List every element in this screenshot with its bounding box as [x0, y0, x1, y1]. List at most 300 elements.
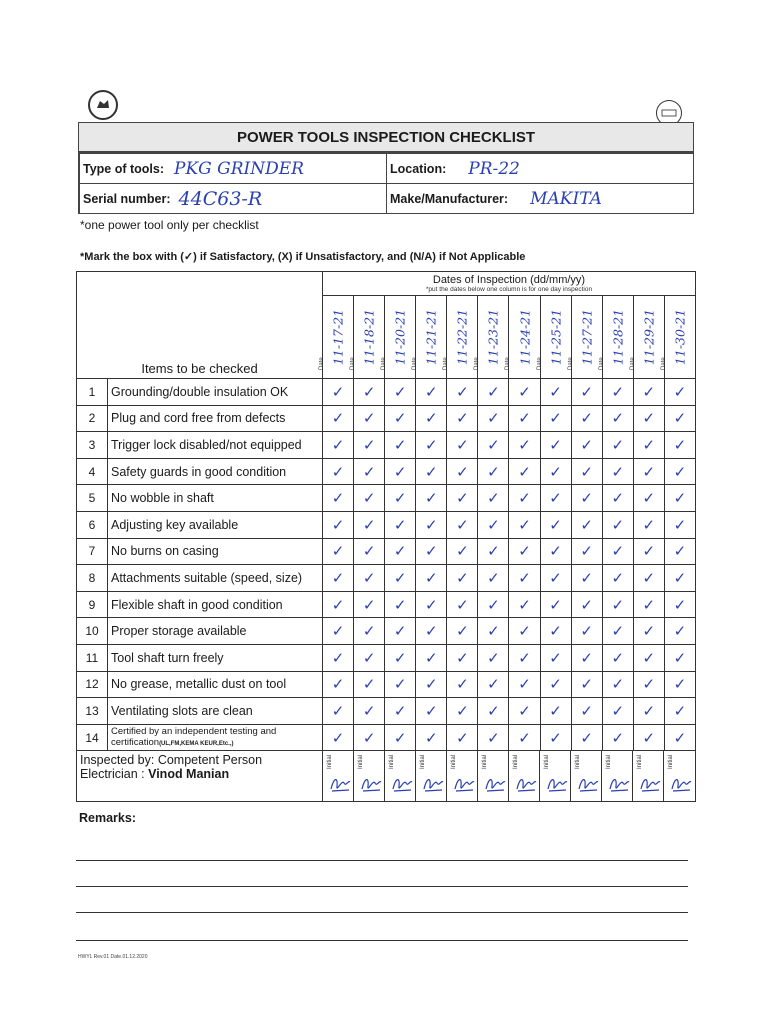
check-mark[interactable]: ✓ — [664, 724, 695, 751]
date-label: Date — [505, 357, 512, 370]
check-mark[interactable]: ✓ — [478, 458, 509, 485]
initial-cell-8 — [540, 751, 571, 801]
check-mark[interactable]: ✓ — [602, 671, 633, 698]
check-mark[interactable]: ✓ — [478, 379, 509, 406]
check-mark[interactable]: ✓ — [385, 698, 416, 725]
check-mark[interactable]: ✓ — [571, 671, 602, 698]
check-mark[interactable]: ✓ — [385, 405, 416, 432]
date-label: Date — [381, 357, 388, 370]
inspector-cell — [77, 751, 323, 802]
check-mark[interactable]: ✓ — [447, 405, 478, 432]
check-mark[interactable]: ✓ — [447, 618, 478, 645]
check-mark[interactable]: ✓ — [385, 538, 416, 565]
inspection-date: 11-29-21 — [641, 308, 657, 366]
items-header-cell — [77, 272, 323, 379]
check-mark[interactable]: ✓ — [478, 432, 509, 459]
check-mark[interactable]: ✓ — [323, 538, 354, 565]
check-mark[interactable]: ✓ — [664, 698, 695, 725]
check-mark[interactable]: ✓ — [323, 698, 354, 725]
check-mark[interactable]: ✓ — [509, 724, 540, 751]
initial-label: Initial — [544, 755, 550, 770]
check-mark[interactable]: ✓ — [354, 379, 385, 406]
check-mark[interactable]: ✓ — [385, 618, 416, 645]
make-manufacturer-field: Make/Manufacturer: MAKITA — [386, 183, 694, 214]
initial-label: Initial — [358, 755, 364, 770]
initial-signature — [360, 771, 382, 795]
item-label: Ventilating slots are clean — [108, 698, 323, 725]
initial-signature — [515, 771, 537, 795]
check-mark[interactable]: ✓ — [664, 644, 695, 671]
item-label: No grease, metallic dust on tool — [108, 671, 323, 698]
check-mark[interactable]: ✓ — [385, 511, 416, 538]
check-mark[interactable]: ✓ — [323, 432, 354, 459]
item-label: Grounding/double insulation OK — [108, 379, 323, 406]
inspected-by: Inspected by: Competent Person — [80, 753, 263, 768]
check-mark[interactable]: ✓ — [416, 538, 447, 565]
initial-signature — [453, 771, 475, 795]
item-label — [108, 724, 323, 751]
check-mark[interactable]: ✓ — [447, 724, 478, 751]
check-mark[interactable]: ✓ — [633, 485, 664, 512]
tool-info-block — [78, 152, 694, 214]
item-label: Tool shaft turn freely — [108, 644, 323, 671]
initial-label: Initial — [668, 755, 674, 770]
location-value: PR-22 — [468, 158, 520, 179]
check-mark[interactable]: ✓ — [416, 511, 447, 538]
date-label: Date — [412, 357, 419, 370]
item-label: Adjusting key available — [108, 511, 323, 538]
check-mark[interactable]: ✓ — [664, 405, 695, 432]
item-number: 13 — [77, 698, 108, 725]
check-mark[interactable]: ✓ — [385, 565, 416, 592]
initial-label: Initial — [513, 755, 519, 770]
check-mark[interactable]: ✓ — [571, 538, 602, 565]
initial-signature — [391, 771, 413, 795]
initial-signature — [422, 771, 444, 795]
check-mark[interactable]: ✓ — [540, 511, 571, 538]
electrician-name: Vinod Manian — [148, 767, 230, 782]
initial-cell-5 — [447, 751, 478, 801]
check-mark[interactable]: ✓ — [664, 511, 695, 538]
dates-header-cell — [323, 272, 696, 296]
check-mark[interactable]: ✓ — [478, 405, 509, 432]
check-mark[interactable]: ✓ — [633, 538, 664, 565]
checklist-row — [77, 618, 696, 645]
item-number: 11 — [77, 644, 108, 671]
check-mark[interactable]: ✓ — [323, 644, 354, 671]
check-mark[interactable]: ✓ — [416, 485, 447, 512]
check-mark[interactable]: ✓ — [509, 565, 540, 592]
item-label-certification: certification — [111, 736, 160, 748]
check-mark[interactable]: ✓ — [416, 724, 447, 751]
check-mark[interactable]: ✓ — [664, 458, 695, 485]
item-number: 1 — [77, 379, 108, 406]
check-mark[interactable]: ✓ — [416, 698, 447, 725]
check-mark[interactable]: ✓ — [354, 458, 385, 485]
check-mark[interactable]: ✓ — [571, 379, 602, 406]
date-label: Date — [567, 357, 574, 370]
check-mark[interactable]: ✓ — [633, 618, 664, 645]
check-mark[interactable]: ✓ — [540, 485, 571, 512]
check-mark[interactable]: ✓ — [385, 591, 416, 618]
check-mark[interactable]: ✓ — [664, 591, 695, 618]
check-mark[interactable]: ✓ — [602, 644, 633, 671]
check-mark[interactable]: ✓ — [509, 698, 540, 725]
inspection-date: 11-24-21 — [517, 308, 532, 366]
check-mark[interactable]: ✓ — [664, 432, 695, 459]
item-label-line-2 — [111, 737, 322, 750]
check-mark[interactable]: ✓ — [354, 565, 385, 592]
inspection-date: 11-27-21 — [579, 308, 595, 366]
check-mark[interactable]: ✓ — [385, 671, 416, 698]
checklist-row — [77, 644, 696, 671]
check-mark[interactable]: ✓ — [540, 432, 571, 459]
check-mark[interactable]: ✓ — [602, 724, 633, 751]
checklist-row — [77, 405, 696, 432]
check-mark[interactable]: ✓ — [416, 405, 447, 432]
mark-instructions: *Mark the box with (✓) if Satisfactory, (X) if Unsatisfactory, and (N/A) if Not Applicable — [80, 251, 526, 263]
check-mark[interactable]: ✓ — [633, 671, 664, 698]
remarks-line-1 — [76, 860, 688, 861]
make-manufacturer-value: MAKITA — [530, 188, 602, 209]
date-label: Date — [598, 357, 605, 370]
check-mark[interactable]: ✓ — [633, 565, 664, 592]
check-mark[interactable]: ✓ — [323, 485, 354, 512]
date-column-12 — [660, 296, 695, 379]
inspection-date: 11-20-21 — [392, 308, 408, 366]
check-mark[interactable]: ✓ — [447, 379, 478, 406]
check-mark[interactable]: ✓ — [509, 644, 540, 671]
footer-code: HWYL Rev.01 Date.01.12.2020 — [78, 954, 148, 960]
dates-header: Dates of Inspection (dd/mm/yy) — [432, 274, 586, 286]
check-mark[interactable]: ✓ — [664, 671, 695, 698]
initial-cell-9 — [571, 751, 602, 801]
type-of-tools-value: PKG GRINDER — [174, 158, 304, 179]
date-label: Date — [474, 357, 481, 370]
initial-signature — [329, 771, 351, 795]
check-mark[interactable]: ✓ — [447, 511, 478, 538]
inspection-date: 11-17-21 — [330, 308, 346, 366]
inspection-date: 11-23-21 — [485, 308, 501, 366]
date-column-2 — [350, 296, 388, 379]
date-label: Date — [660, 357, 667, 370]
initial-signature — [577, 771, 599, 795]
check-mark[interactable]: ✓ — [416, 671, 447, 698]
initial-label: Initial — [482, 755, 488, 770]
initial-signature — [608, 771, 630, 795]
item-label: No burns on casing — [108, 538, 323, 565]
checklist-row — [77, 724, 696, 751]
check-mark[interactable]: ✓ — [602, 432, 633, 459]
inspection-date: 11-28-21 — [610, 308, 626, 366]
check-mark[interactable]: ✓ — [633, 591, 664, 618]
item-label: Attachments suitable (speed, size) — [108, 565, 323, 592]
check-mark[interactable]: ✓ — [509, 538, 540, 565]
check-mark[interactable]: ✓ — [602, 379, 633, 406]
check-mark[interactable]: ✓ — [633, 724, 664, 751]
check-mark[interactable]: ✓ — [602, 565, 633, 592]
item-number: 12 — [77, 671, 108, 698]
check-mark[interactable]: ✓ — [540, 458, 571, 485]
check-mark[interactable]: ✓ — [385, 644, 416, 671]
item-number: 3 — [77, 432, 108, 459]
check-mark[interactable]: ✓ — [323, 618, 354, 645]
check-mark[interactable]: ✓ — [664, 538, 695, 565]
serial-number-value: 44C63-R — [178, 187, 263, 210]
check-mark[interactable]: ✓ — [323, 565, 354, 592]
check-mark[interactable]: ✓ — [416, 591, 447, 618]
item-number: 10 — [77, 618, 108, 645]
check-mark[interactable]: ✓ — [540, 724, 571, 751]
check-mark[interactable]: ✓ — [571, 618, 602, 645]
check-mark[interactable]: ✓ — [478, 698, 509, 725]
date-label: Date — [536, 357, 543, 370]
date-label: Date — [319, 357, 325, 370]
check-mark[interactable]: ✓ — [354, 511, 385, 538]
initial-signature — [670, 771, 692, 795]
check-mark[interactable]: ✓ — [571, 644, 602, 671]
date-column-11 — [629, 296, 664, 379]
check-mark[interactable]: ✓ — [447, 432, 478, 459]
check-mark[interactable]: ✓ — [664, 379, 695, 406]
check-mark[interactable]: ✓ — [602, 591, 633, 618]
check-mark[interactable]: ✓ — [478, 591, 509, 618]
check-mark[interactable]: ✓ — [323, 511, 354, 538]
check-mark[interactable]: ✓ — [509, 458, 540, 485]
check-mark[interactable]: ✓ — [416, 618, 447, 645]
check-mark[interactable]: ✓ — [633, 698, 664, 725]
check-mark[interactable]: ✓ — [447, 671, 478, 698]
check-mark[interactable]: ✓ — [633, 432, 664, 459]
check-mark[interactable]: ✓ — [602, 485, 633, 512]
initial-cell-3 — [385, 751, 416, 801]
check-mark[interactable]: ✓ — [416, 565, 447, 592]
check-mark[interactable]: ✓ — [509, 618, 540, 645]
check-mark[interactable]: ✓ — [416, 458, 447, 485]
electrician-line: Electrician : Vinod Manian — [80, 767, 230, 782]
initial-cell-10 — [602, 751, 633, 801]
company-logo — [88, 90, 118, 120]
check-mark[interactable]: ✓ — [540, 379, 571, 406]
check-mark[interactable]: ✓ — [323, 724, 354, 751]
inspection-table — [76, 271, 696, 802]
check-mark[interactable]: ✓ — [323, 671, 354, 698]
one-tool-note: *one power tool only per checklist — [80, 218, 259, 232]
date-column-1 — [319, 296, 357, 379]
checklist-row — [77, 511, 696, 538]
check-mark[interactable]: ✓ — [447, 458, 478, 485]
check-mark[interactable]: ✓ — [664, 618, 695, 645]
initial-cell-6 — [478, 751, 509, 801]
check-mark[interactable]: ✓ — [509, 432, 540, 459]
check-mark[interactable]: ✓ — [571, 432, 602, 459]
check-mark[interactable]: ✓ — [323, 591, 354, 618]
check-mark[interactable]: ✓ — [354, 671, 385, 698]
check-mark[interactable]: ✓ — [323, 379, 354, 406]
checklist-row — [77, 485, 696, 512]
date-label: Date — [443, 357, 450, 370]
check-mark[interactable]: ✓ — [447, 565, 478, 592]
remarks-line-4 — [76, 940, 688, 941]
check-mark[interactable]: ✓ — [385, 432, 416, 459]
check-mark[interactable]: ✓ — [509, 591, 540, 618]
item-number: 2 — [77, 405, 108, 432]
check-mark[interactable]: ✓ — [385, 458, 416, 485]
check-mark[interactable]: ✓ — [354, 485, 385, 512]
check-mark[interactable]: ✓ — [633, 458, 664, 485]
check-mark[interactable]: ✓ — [509, 379, 540, 406]
checklist-row — [77, 538, 696, 565]
inspection-date: 11-30-21 — [672, 308, 688, 366]
item-number: 7 — [77, 538, 108, 565]
check-mark[interactable]: ✓ — [602, 538, 633, 565]
check-mark[interactable]: ✓ — [478, 538, 509, 565]
check-mark[interactable]: ✓ — [509, 511, 540, 538]
type-of-tools-field: Type of tools: PKG GRINDER — [79, 153, 387, 184]
check-mark[interactable]: ✓ — [540, 671, 571, 698]
check-mark[interactable]: ✓ — [478, 565, 509, 592]
check-mark[interactable]: ✓ — [664, 565, 695, 592]
location-field: Location: PR-22 — [386, 153, 694, 184]
check-mark[interactable]: ✓ — [509, 671, 540, 698]
inspection-date: 11-22-21 — [454, 308, 470, 366]
item-number: 14 — [77, 724, 108, 751]
initial-label: Initial — [637, 755, 643, 770]
check-mark[interactable]: ✓ — [602, 405, 633, 432]
initial-label: Initial — [420, 755, 426, 770]
initial-label: Initial — [575, 755, 581, 770]
check-mark[interactable]: ✓ — [447, 698, 478, 725]
checklist-row — [77, 591, 696, 618]
check-mark[interactable]: ✓ — [540, 565, 571, 592]
inspection-date: 11-18-21 — [361, 308, 377, 366]
check-mark[interactable]: ✓ — [478, 724, 509, 751]
initial-label: Initial — [451, 755, 457, 770]
check-mark[interactable]: ✓ — [354, 644, 385, 671]
check-mark[interactable]: ✓ — [633, 379, 664, 406]
check-mark[interactable]: ✓ — [540, 591, 571, 618]
check-mark[interactable]: ✓ — [447, 591, 478, 618]
check-mark[interactable]: ✓ — [664, 485, 695, 512]
item-number: 5 — [77, 485, 108, 512]
check-mark[interactable]: ✓ — [602, 618, 633, 645]
check-mark[interactable]: ✓ — [571, 511, 602, 538]
check-mark[interactable]: ✓ — [478, 511, 509, 538]
initial-cell-7 — [509, 751, 540, 801]
check-mark[interactable]: ✓ — [633, 644, 664, 671]
check-mark[interactable]: ✓ — [385, 379, 416, 406]
page-title: POWER TOOLS INSPECTION CHECKLIST — [78, 122, 694, 152]
check-mark[interactable]: ✓ — [354, 538, 385, 565]
check-mark[interactable]: ✓ — [416, 644, 447, 671]
item-label: Proper storage available — [108, 618, 323, 645]
check-mark[interactable]: ✓ — [571, 485, 602, 512]
check-mark[interactable]: ✓ — [416, 379, 447, 406]
remarks-label: Remarks: — [79, 811, 136, 825]
initial-cell-11 — [633, 751, 664, 801]
check-mark[interactable]: ✓ — [385, 485, 416, 512]
initial-cell-4 — [416, 751, 447, 801]
check-mark[interactable]: ✓ — [571, 724, 602, 751]
check-mark[interactable]: ✓ — [571, 405, 602, 432]
serial-number-field: Serial number: 44C63-R — [79, 183, 387, 214]
check-mark[interactable]: ✓ — [509, 485, 540, 512]
check-mark[interactable]: ✓ — [478, 485, 509, 512]
check-mark[interactable]: ✓ — [602, 458, 633, 485]
item-label-bodies: (UL,FM,KEMA KEUR,Etc.,) — [159, 740, 234, 747]
check-mark[interactable]: ✓ — [633, 511, 664, 538]
item-label: Flexible shaft in good condition — [108, 591, 323, 618]
check-mark[interactable]: ✓ — [540, 618, 571, 645]
check-mark[interactable]: ✓ — [571, 698, 602, 725]
item-number: 6 — [77, 511, 108, 538]
item-label-line-1: Certified by an independent testing and — [111, 725, 277, 737]
check-mark[interactable]: ✓ — [478, 671, 509, 698]
check-mark[interactable]: ✓ — [478, 644, 509, 671]
check-mark[interactable]: ✓ — [602, 511, 633, 538]
check-mark[interactable]: ✓ — [478, 618, 509, 645]
item-number: 4 — [77, 458, 108, 485]
items-header: Items to be checked — [141, 361, 258, 376]
initial-signature — [639, 771, 661, 795]
initial-signature — [484, 771, 506, 795]
check-mark[interactable]: ✓ — [540, 405, 571, 432]
check-mark[interactable]: ✓ — [354, 724, 385, 751]
initial-cell-1 — [323, 751, 354, 801]
check-mark[interactable]: ✓ — [385, 724, 416, 751]
check-mark[interactable]: ✓ — [509, 405, 540, 432]
check-mark[interactable]: ✓ — [447, 644, 478, 671]
remarks-line-2 — [76, 886, 688, 887]
checklist-row — [77, 458, 696, 485]
check-mark[interactable]: ✓ — [354, 698, 385, 725]
check-mark[interactable]: ✓ — [354, 405, 385, 432]
check-mark[interactable]: ✓ — [540, 644, 571, 671]
check-mark[interactable]: ✓ — [602, 698, 633, 725]
check-mark[interactable]: ✓ — [416, 432, 447, 459]
check-mark[interactable]: ✓ — [540, 698, 571, 725]
checklist-row — [77, 379, 696, 406]
check-mark[interactable]: ✓ — [447, 485, 478, 512]
check-mark[interactable]: ✓ — [540, 538, 571, 565]
checklist-row — [77, 432, 696, 459]
inspection-date: 11-21-21 — [423, 308, 439, 366]
check-mark[interactable]: ✓ — [323, 458, 354, 485]
date-column-7 — [505, 296, 540, 379]
inspection-date: 11-25-21 — [548, 308, 564, 366]
initial-label: Initial — [389, 755, 395, 770]
check-mark[interactable]: ✓ — [323, 405, 354, 432]
initial-label: Initial — [327, 755, 333, 770]
date-label: Date — [350, 357, 357, 370]
remarks-line-3 — [76, 912, 688, 913]
check-mark[interactable]: ✓ — [571, 565, 602, 592]
check-mark[interactable]: ✓ — [571, 458, 602, 485]
checklist-row — [77, 565, 696, 592]
check-mark[interactable]: ✓ — [633, 405, 664, 432]
check-mark[interactable]: ✓ — [571, 591, 602, 618]
check-mark[interactable]: ✓ — [354, 432, 385, 459]
item-number: 8 — [77, 565, 108, 592]
date-column-8 — [536, 296, 571, 379]
check-mark[interactable]: ✓ — [447, 538, 478, 565]
initial-label: Initial — [606, 755, 612, 770]
initial-signature — [546, 771, 568, 795]
check-mark[interactable]: ✓ — [354, 591, 385, 618]
dates-subheader: *put the dates below one column is for one day inspection — [425, 286, 593, 293]
date-column-10 — [598, 296, 633, 379]
check-mark[interactable]: ✓ — [354, 618, 385, 645]
